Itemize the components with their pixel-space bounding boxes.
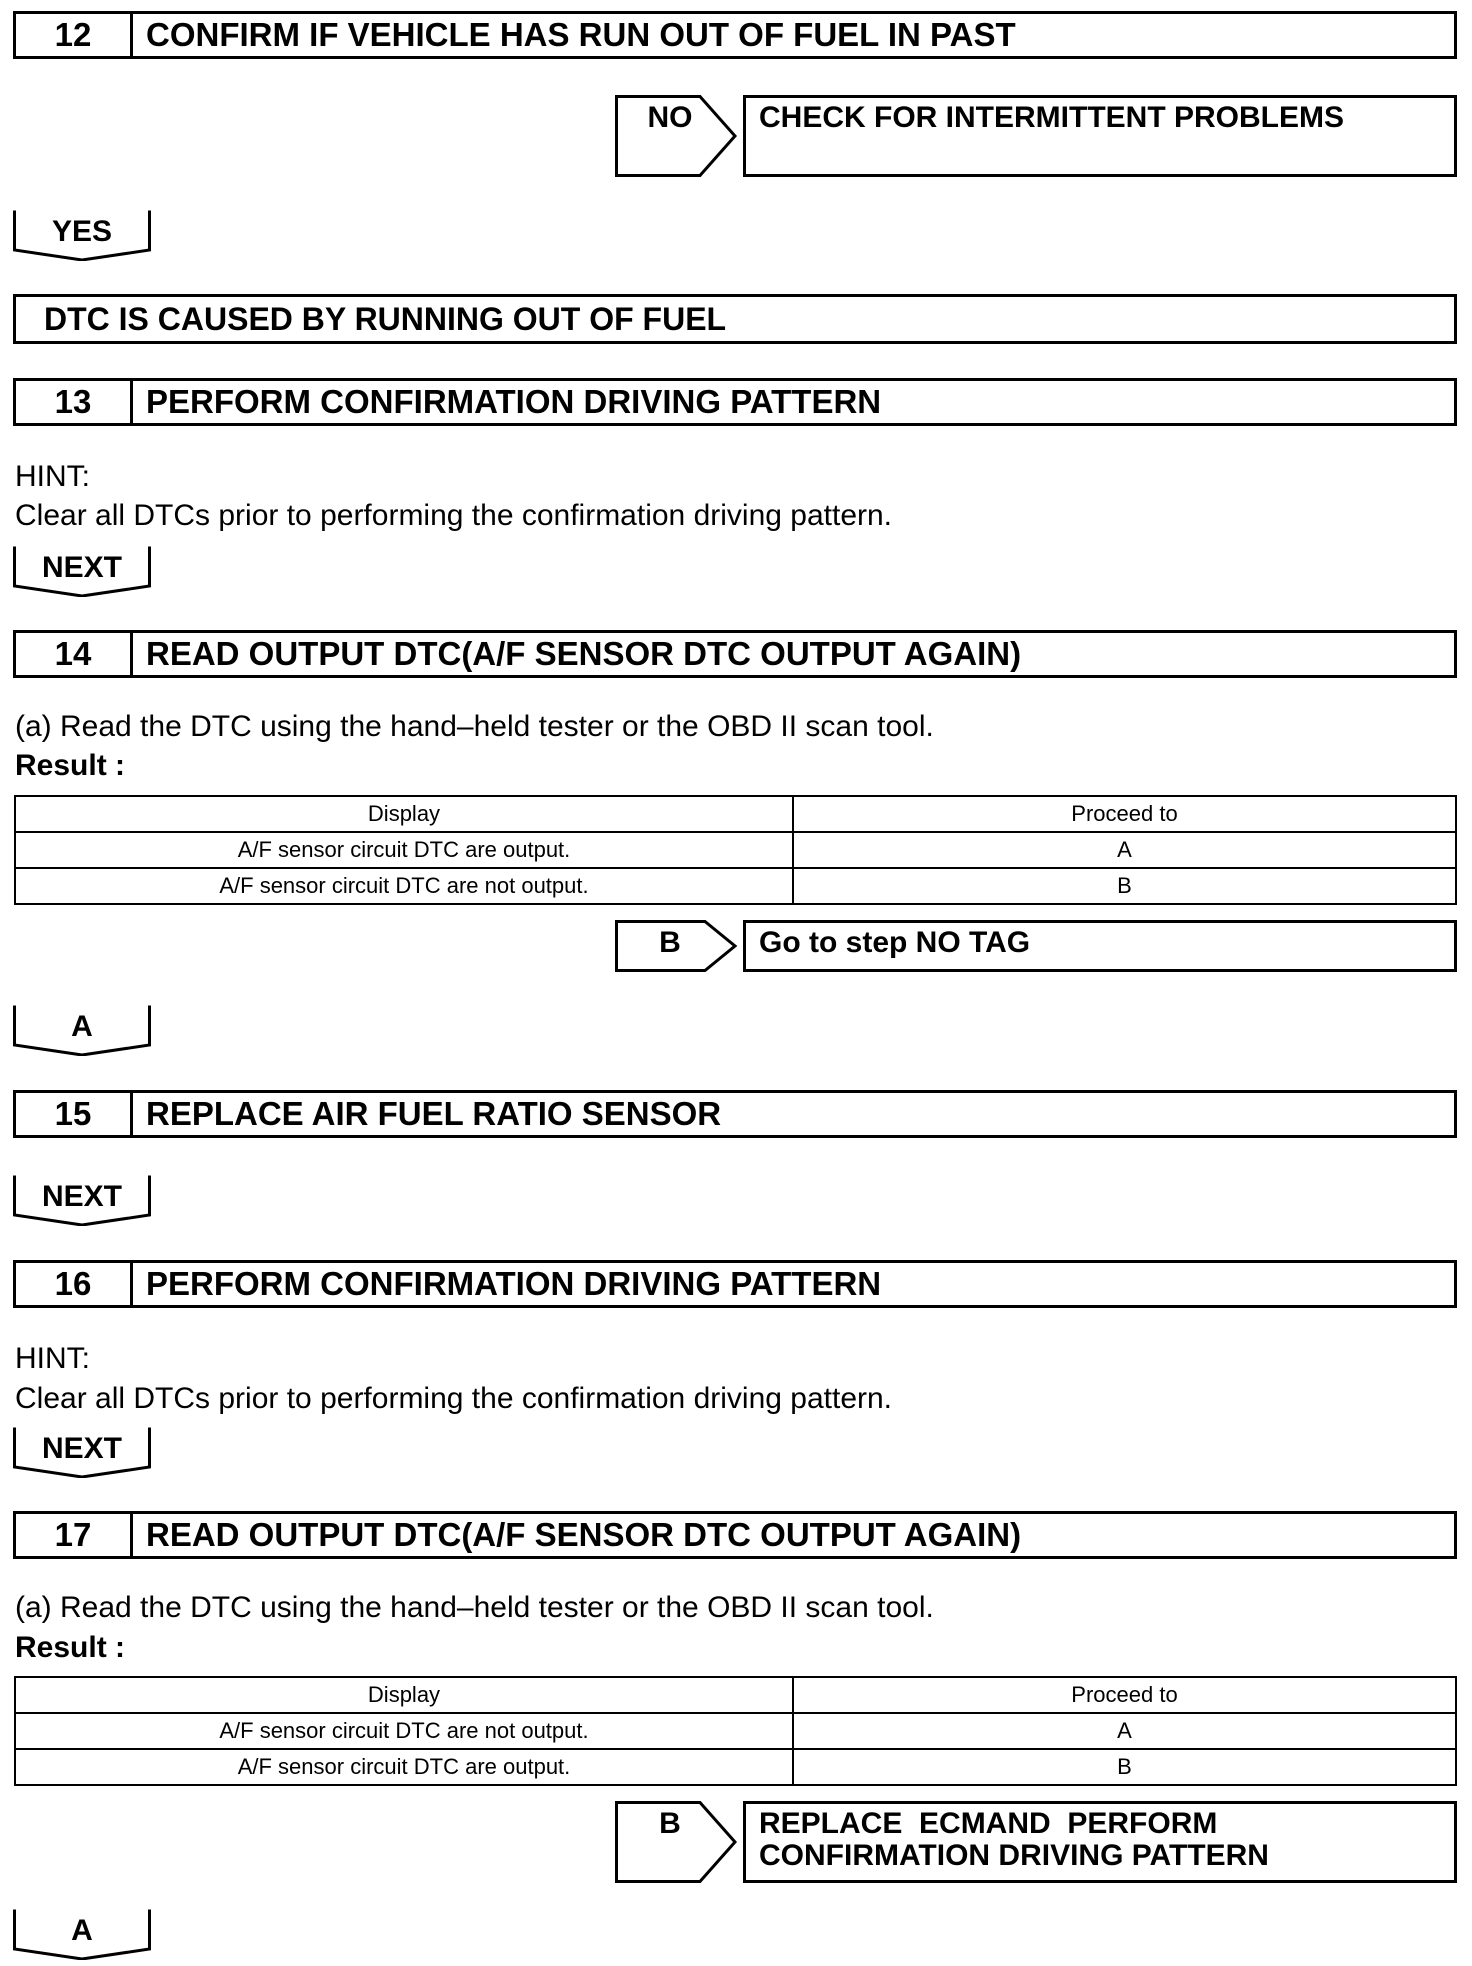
step-15-header: [13, 1090, 1457, 1138]
step-number: 14: [16, 633, 133, 675]
step-12-header: [13, 11, 1457, 59]
branch-b-arrow[interactable]: [615, 920, 738, 972]
branch-destination: [743, 920, 1457, 972]
step-16-header: [13, 1260, 1457, 1308]
tag-label: NEXT: [41, 1432, 122, 1465]
table-header: Display: [15, 796, 793, 832]
step-title: READ OUTPUT DTC(A/F SENSOR DTC OUTPUT AGAIN): [146, 1516, 1022, 1553]
table-header: Display: [15, 1677, 793, 1713]
result-table: [14, 795, 1457, 905]
table-row: [15, 1713, 1456, 1749]
step-13-header: [13, 378, 1457, 426]
table-cell: A/F sensor circuit DTC are output.: [15, 832, 793, 868]
branch-b-arrow[interactable]: [615, 1801, 738, 1883]
hint-label: HINT:: [15, 460, 90, 493]
table-cell: A/F sensor circuit DTC are output.: [15, 1749, 793, 1785]
table-cell: B: [793, 868, 1456, 904]
instruction: (a) Read the DTC using the hand–held tester or the OBD II scan tool.: [15, 1591, 934, 1624]
branch-label: NO: [647, 101, 693, 134]
step-number: 16: [16, 1263, 133, 1305]
result-table: [14, 1676, 1457, 1786]
instruction: (a) Read the DTC using the hand–held tester or the OBD II scan tool.: [15, 710, 934, 743]
step-title: CONFIRM IF VEHICLE HAS RUN OUT OF FUEL IN PAST: [146, 16, 1016, 53]
branch-no-arrow[interactable]: [615, 95, 738, 177]
result-box: DTC IS CAUSED BY RUNNING OUT OF FUEL: [13, 294, 1457, 344]
table-cell: B: [793, 1749, 1456, 1785]
hint-label: HINT:: [15, 1342, 90, 1375]
tag-label: NEXT: [41, 551, 122, 584]
yes-tag[interactable]: [13, 209, 151, 261]
table-cell: A: [793, 1713, 1456, 1749]
tag-label: A: [71, 1010, 93, 1043]
hint-text: Clear all DTCs prior to performing the confirmation driving pattern.: [15, 1382, 893, 1415]
next-tag[interactable]: [13, 1174, 151, 1226]
next-tag[interactable]: [13, 1426, 151, 1478]
step-title: PERFORM CONFIRMATION DRIVING PATTERN: [146, 1265, 882, 1302]
tag-label: YES: [51, 215, 113, 248]
step-title: REPLACE AIR FUEL RATIO SENSOR: [146, 1095, 722, 1132]
result-label: Result :: [15, 749, 126, 782]
branch-destination: [743, 95, 1457, 177]
next-tag[interactable]: [13, 545, 151, 597]
step-number: 12: [16, 14, 133, 56]
branch-destination-text: Go to step NO TAG: [759, 926, 1031, 959]
branch-label: B: [659, 1807, 681, 1840]
table-cell: A/F sensor circuit DTC are not output.: [15, 1713, 793, 1749]
step-title: PERFORM CONFIRMATION DRIVING PATTERN: [146, 383, 882, 420]
step-17-header: [13, 1511, 1457, 1559]
table-header-row: [15, 1677, 1456, 1713]
branch-destination-text: CHECK FOR INTERMITTENT PROBLEMS: [759, 101, 1344, 134]
branch-destination-line: REPLACE ECMAND PERFORM: [759, 1807, 1218, 1840]
a-tag[interactable]: [13, 1004, 151, 1056]
a-tag[interactable]: [13, 1908, 151, 1960]
step-title: READ OUTPUT DTC(A/F SENSOR DTC OUTPUT AGAIN): [146, 635, 1022, 672]
hint-text: Clear all DTCs prior to performing the confirmation driving pattern.: [15, 499, 893, 532]
step-number: 13: [16, 381, 133, 423]
table-row: [15, 832, 1456, 868]
table-row: [15, 868, 1456, 904]
table-header: Proceed to: [793, 796, 1456, 832]
tag-label: NEXT: [41, 1180, 122, 1213]
branch-destination-line: CONFIRMATION DRIVING PATTERN: [759, 1839, 1269, 1872]
step-number: 17: [16, 1514, 133, 1556]
table-row: [15, 1749, 1456, 1785]
step-number: 15: [16, 1093, 133, 1135]
step-14-header: [13, 630, 1457, 678]
branch-label: B: [659, 926, 681, 959]
table-cell: A: [793, 832, 1456, 868]
table-header-row: [15, 796, 1456, 832]
result-label: Result :: [15, 1631, 126, 1664]
tag-label: A: [71, 1914, 93, 1947]
table-cell: A/F sensor circuit DTC are not output.: [15, 868, 793, 904]
table-header: Proceed to: [793, 1677, 1456, 1713]
branch-destination: [743, 1801, 1457, 1883]
